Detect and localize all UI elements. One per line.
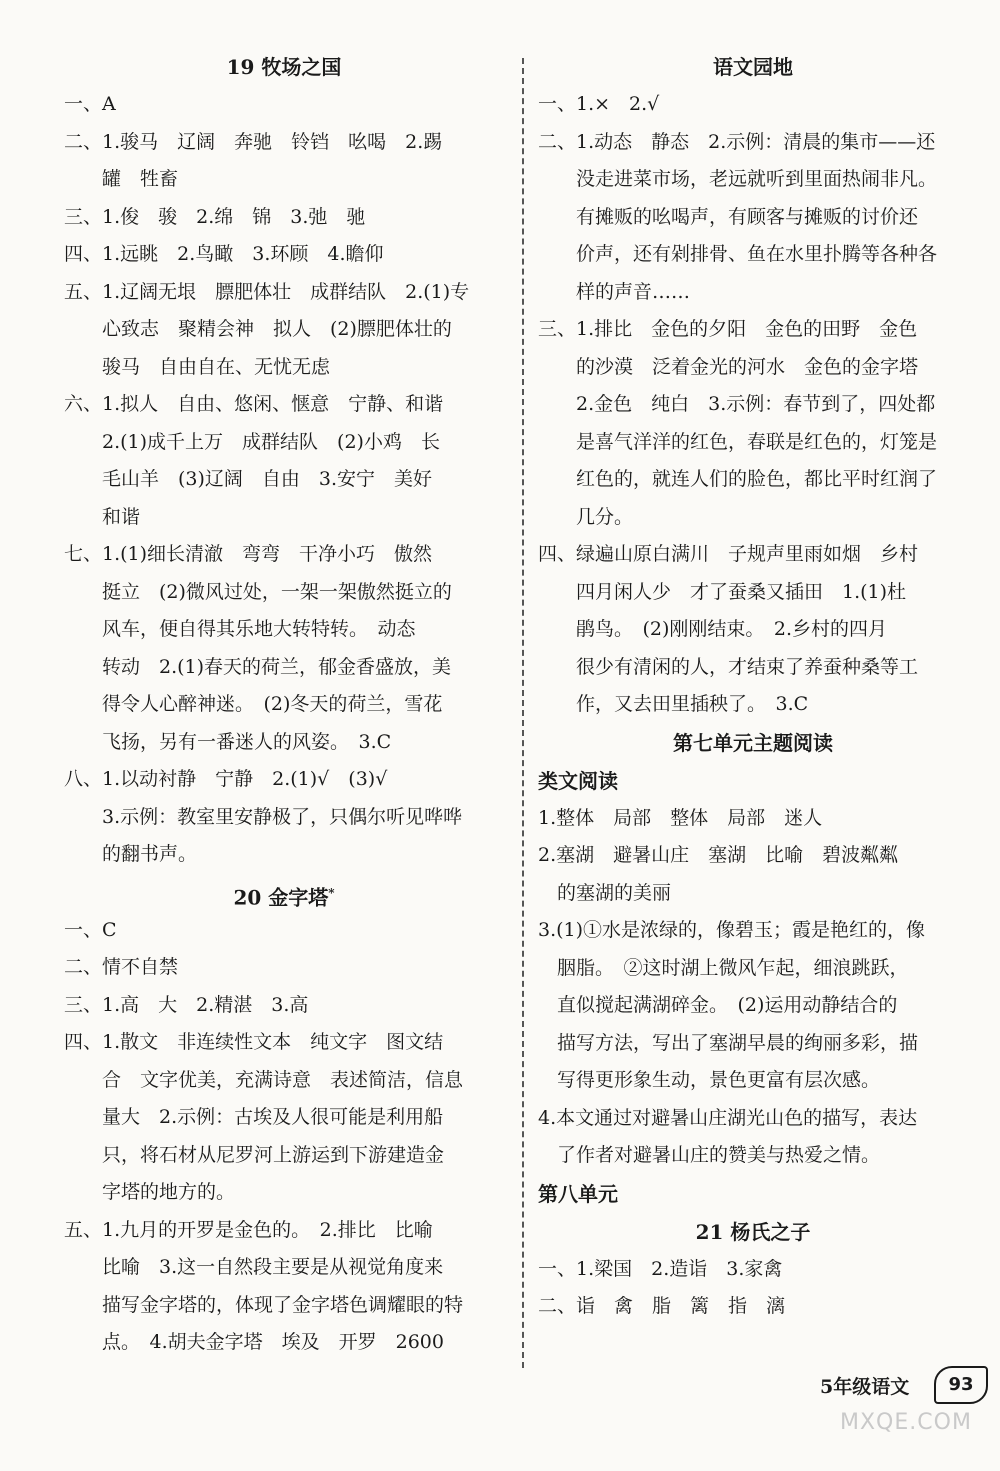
section-title-unit7-reading: 第七单元主题阅读	[673, 730, 833, 755]
answer-line: 的翻书声。	[64, 843, 198, 865]
watermark-text: MXQE.COM	[840, 1410, 972, 1435]
answer-line: 一、1.梁国 2.造诣 3.家禽	[538, 1257, 783, 1280]
answer-line: 胭脂。 ②这时湖上微风乍起，细浪跳跃，	[538, 956, 909, 979]
right-column	[538, 48, 968, 1326]
answer-line: 的塞湖的美丽	[538, 881, 672, 904]
answer-line: 2.金色 纯白 3.示例：春节到了，四处都	[538, 393, 936, 415]
answer-line: 二、1.骏马 辽阔 奔驰 铃铛 吆喝 2.踢	[64, 130, 443, 153]
optional-lesson-mark: *	[328, 885, 335, 900]
answer-line: 心致志 聚精会神 拟人 (2)膘肥体壮的	[64, 318, 452, 340]
answer-line: 2.(1)成千上万 成群结队 (2)小鸡 长	[64, 430, 440, 453]
answer-line: 比喻 3.这一自然段主要是从视觉角度来	[64, 1256, 444, 1278]
answer-line: 风车，便自得其乐地大转特转。 动态	[64, 618, 416, 640]
answer-line: 有摊贩的吆喝声，有顾客与摊贩的讨价还	[538, 205, 919, 228]
answer-line: 罐 牲畜	[64, 168, 179, 190]
answer-line: 一、C	[64, 918, 117, 941]
section-title-20	[64, 874, 504, 912]
answer-line: 八、1.以动衬静 宁静 2.(1)√ (3)√	[64, 768, 388, 790]
answer-line: 点。 4.胡夫金字塔 埃及 开罗 2600	[64, 1331, 444, 1353]
answer-line: 3.示例：教室里安静极了，只偶尔听见哗哗	[64, 805, 463, 828]
answers-21	[538, 1251, 968, 1326]
answer-line: 没走进菜市场，老远就听到里面热闹非凡。	[538, 168, 938, 190]
answer-line: 写得更形象生动，景色更富有层次感。	[538, 1069, 881, 1091]
answer-line: 二、诣 禽 脂 篱 指 漓	[538, 1295, 786, 1317]
answer-line: 只，将石材从尼罗河上游运到下游建造金	[64, 1143, 445, 1166]
answer-line: 红色的，就连人们的脸色，都比平时红润了	[538, 468, 938, 490]
answer-line: 四月闲人少 才了蚕桑又插田 1.(1)杜	[538, 580, 907, 603]
answer-line: 二、1.动态 静态 2.示例：清晨的集市——还	[538, 130, 936, 153]
answer-line: 1.整体 局部 整体 局部 迷人	[538, 806, 823, 829]
answer-line: 二、情不自禁	[64, 956, 179, 978]
section-title-21: 21 杨氏之子	[695, 1219, 811, 1244]
answers-19	[64, 86, 504, 874]
page-number: 93	[934, 1366, 988, 1404]
answer-line: 很少有清闲的人，才结束了养蚕种桑等工	[538, 655, 919, 678]
answer-line: 字塔的地方的。	[64, 1181, 236, 1203]
answer-line: 2.塞湖 避暑山庄 塞湖 比喻 碧波粼粼	[538, 844, 899, 866]
answer-line: 四、1.散文 非连续性文本 纯文字 图文结	[64, 1031, 444, 1053]
answers-yuwen-yuandi	[538, 86, 968, 724]
answer-line: 五、1.辽阔无垠 膘肥体壮 成群结队 2.(1)专	[64, 280, 470, 303]
answer-line: 的沙漠 泛着金光的河水 金色的金字塔	[538, 355, 919, 378]
answer-line: 几分。	[538, 505, 634, 528]
section-title-20-text: 20 金字塔	[233, 885, 329, 910]
answer-line: 三、1.高 大 2.精湛 3.高	[64, 993, 309, 1016]
answer-line: 骏马 自由自在、无忧无虑	[64, 355, 331, 378]
answer-line: 4.本文通过对避暑山庄湖光山色的描写，表达	[538, 1106, 918, 1129]
column-divider	[522, 58, 524, 1368]
answer-line: 得令人心醉神迷。 (2)冬天的荷兰，雪花	[64, 693, 443, 715]
answer-line: 合 文字优美，充满诗意 表述简洁，信息	[64, 1068, 464, 1091]
answer-line: 三、1.排比 金色的夕阳 金色的田野 金色	[538, 318, 918, 340]
answer-line: 直似搅起满湖碎金。 (2)运用动静结合的	[538, 994, 898, 1016]
answer-line: 毛山羊 (3)辽阔 自由 3.安宁 美好	[64, 468, 433, 490]
left-column	[64, 48, 504, 1362]
answer-line: 四、1.远眺 2.鸟瞰 3.环顾 4.瞻仰	[64, 243, 384, 265]
answer-line: 一、A	[64, 93, 116, 115]
answer-line: 描写金字塔的，体现了金字塔色调耀眼的特	[64, 1293, 464, 1316]
answer-line: 样的声音……	[538, 280, 691, 303]
answer-line: 了作者对避暑山庄的赞美与热爱之情。	[538, 1144, 881, 1166]
answers-unit7	[538, 800, 968, 1175]
answer-line: 五、1.九月的开罗是金色的。 2.排比 比喻	[64, 1218, 433, 1241]
answers-20	[64, 912, 504, 1362]
answer-line: 三、1.俊 骏 2.绵 锦 3.弛 驰	[64, 205, 366, 228]
answer-line: 七、1.(1)细长清澈 弯弯 干净小巧 傲然	[64, 543, 433, 565]
footer-grade-label: 5年级语文	[820, 1376, 910, 1398]
subhead-related-reading: 类文阅读	[538, 768, 618, 793]
answer-line: 四、绿遍山原白满川 子规声里雨如烟 乡村	[538, 543, 919, 565]
answer-line: 是喜气洋洋的红色，春联是红色的，灯笼是	[538, 430, 938, 453]
answer-line: 量大 2.示例：古埃及人很可能是利用船	[64, 1106, 444, 1128]
answer-line: 价声，还有剁排骨、鱼在水里扑腾等各种各	[538, 243, 938, 265]
answer-line: 作，又去田里插秧了。 3.C	[538, 693, 809, 715]
section-title-yuwen-yuandi: 语文园地	[713, 55, 793, 79]
answer-line: 飞扬，另有一番迷人的风姿。 3.C	[64, 730, 392, 753]
answer-line: 描写方法，写出了塞湖早晨的绚丽多彩，描	[538, 1031, 919, 1054]
answer-line: 3.(1)①水是浓绿的，像碧玉；霞是艳红的，像	[538, 919, 926, 941]
section-title-19: 19 牧场之国	[226, 55, 342, 79]
subhead-unit8: 第八单元	[538, 1181, 618, 1206]
answer-line: 鹃鸟。 (2)刚刚结束。 2.乡村的四月	[538, 618, 888, 640]
answer-line: 转动 2.(1)春天的荷兰，郁金香盛放，美	[64, 655, 452, 678]
answer-line: 六、1.拟人 自由、悠闲、惬意 宁静、和谐	[64, 393, 444, 415]
answer-line: 一、1.× 2.√	[538, 93, 660, 115]
answer-line: 挺立 (2)微风过处，一架一架傲然挺立的	[64, 580, 452, 603]
answer-line: 和谐	[64, 505, 141, 528]
